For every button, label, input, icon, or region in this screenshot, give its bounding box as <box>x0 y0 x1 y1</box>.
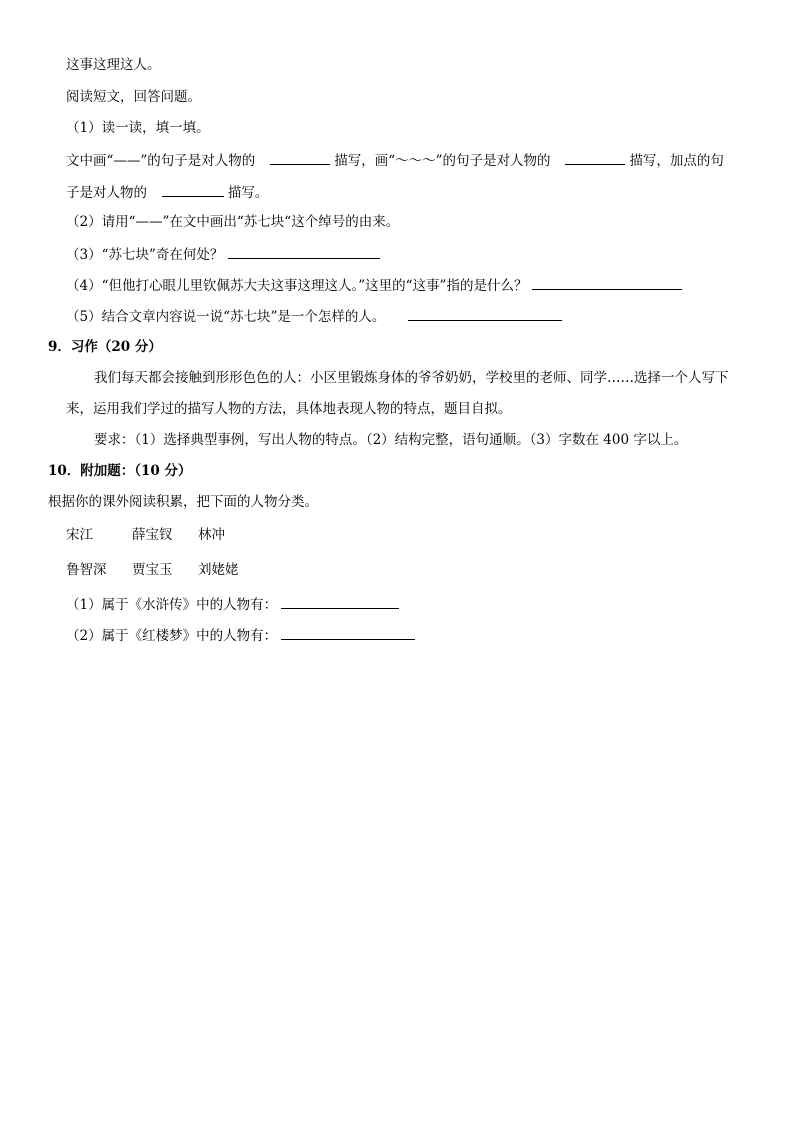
character-name: 贾宝玉 <box>132 562 173 578</box>
text-fragment: 10．附加题：（10 分） <box>48 463 192 479</box>
character-name: 林冲 <box>198 527 225 543</box>
question-1-label <box>66 119 210 137</box>
text-fragment: 描写，加点的句 <box>629 153 724 169</box>
question-4 <box>66 275 682 295</box>
section-9-paragraph-line-2 <box>66 400 512 418</box>
reading-instruction <box>66 88 201 106</box>
answer-blank[interactable] <box>162 182 224 197</box>
text-fragment: 这事这理这人。 <box>66 57 161 73</box>
section-9-title <box>48 338 162 356</box>
text-fragment: 要求：（1）选择典型事例，写出人物的特点。（2）结构完整，语句通顺。（3）字数在 400 字以上。 <box>94 432 688 448</box>
text-fragment: 子是对人物的 <box>66 185 147 201</box>
question-3 <box>66 244 380 264</box>
text-fragment: 文中画“——”的句子是对人物的 <box>66 153 256 169</box>
answer-blank[interactable] <box>281 594 399 609</box>
text-fragment: （4）“但他打心眼儿里钦佩苏大夫这事这理这人。”这里的“这事”指的是什么？ <box>66 278 528 294</box>
text-fragment: （2）请用“——”在文中画出“苏七块“这个绰号的由来。 <box>66 214 400 230</box>
section-9-paragraph-line-1 <box>94 369 729 387</box>
question-2 <box>66 213 399 231</box>
answer-blank[interactable] <box>408 306 562 321</box>
character-name: 宋江 <box>66 527 93 543</box>
answer-blank[interactable] <box>532 275 682 290</box>
answer-blank[interactable] <box>281 625 415 640</box>
text-fragment: 根据你的课外阅读积累，把下面的人物分类。 <box>48 494 318 510</box>
question-1-line-1 <box>66 150 724 170</box>
text-fragment: （3）“苏七块”奇在何处？ <box>66 247 224 263</box>
text-fragment: 我们每天都会接触到形形色色的人：小区里锻炼身体的爷爷奶奶，学校里的老师、同学……选择一个人写下 <box>94 370 729 386</box>
question-1-line-2 <box>66 182 268 202</box>
text-fragment: 来，运用我们学过的描写人物的方法，具体地表现人物的特点，题目自拟。 <box>66 401 512 417</box>
character-name: 刘姥姥 <box>198 562 239 578</box>
text-fragment: （2）属于《红楼梦》中的人物有： <box>66 628 278 644</box>
question-5 <box>66 306 562 326</box>
text-fragment: （5）结合文章内容说一说“苏七块”是一个怎样的人。 <box>66 309 386 325</box>
section-10-intro <box>48 493 318 511</box>
text-fragment: 描写，画“～～～”的句子是对人物的 <box>334 153 551 169</box>
answer-blank[interactable] <box>270 150 330 165</box>
text-line <box>66 56 161 74</box>
text-fragment: 阅读短文，回答问题。 <box>66 89 201 105</box>
text-fragment: （1）读一读，填一填。 <box>66 120 210 136</box>
text-fragment: 描写。 <box>227 185 269 201</box>
section-10-title <box>48 462 192 480</box>
character-name: 薛宝钗 <box>132 527 173 543</box>
text-fragment: （1）属于《水浒传》中的人物有： <box>66 597 278 613</box>
answer-blank[interactable] <box>565 150 625 165</box>
character-name: 鲁智深 <box>66 562 107 578</box>
section-10-question-1 <box>66 594 399 614</box>
section-9-requirements <box>94 431 687 449</box>
section-10-question-2 <box>66 625 415 645</box>
text-fragment: 9．习作（20 分） <box>48 339 162 355</box>
answer-blank[interactable] <box>228 244 380 259</box>
